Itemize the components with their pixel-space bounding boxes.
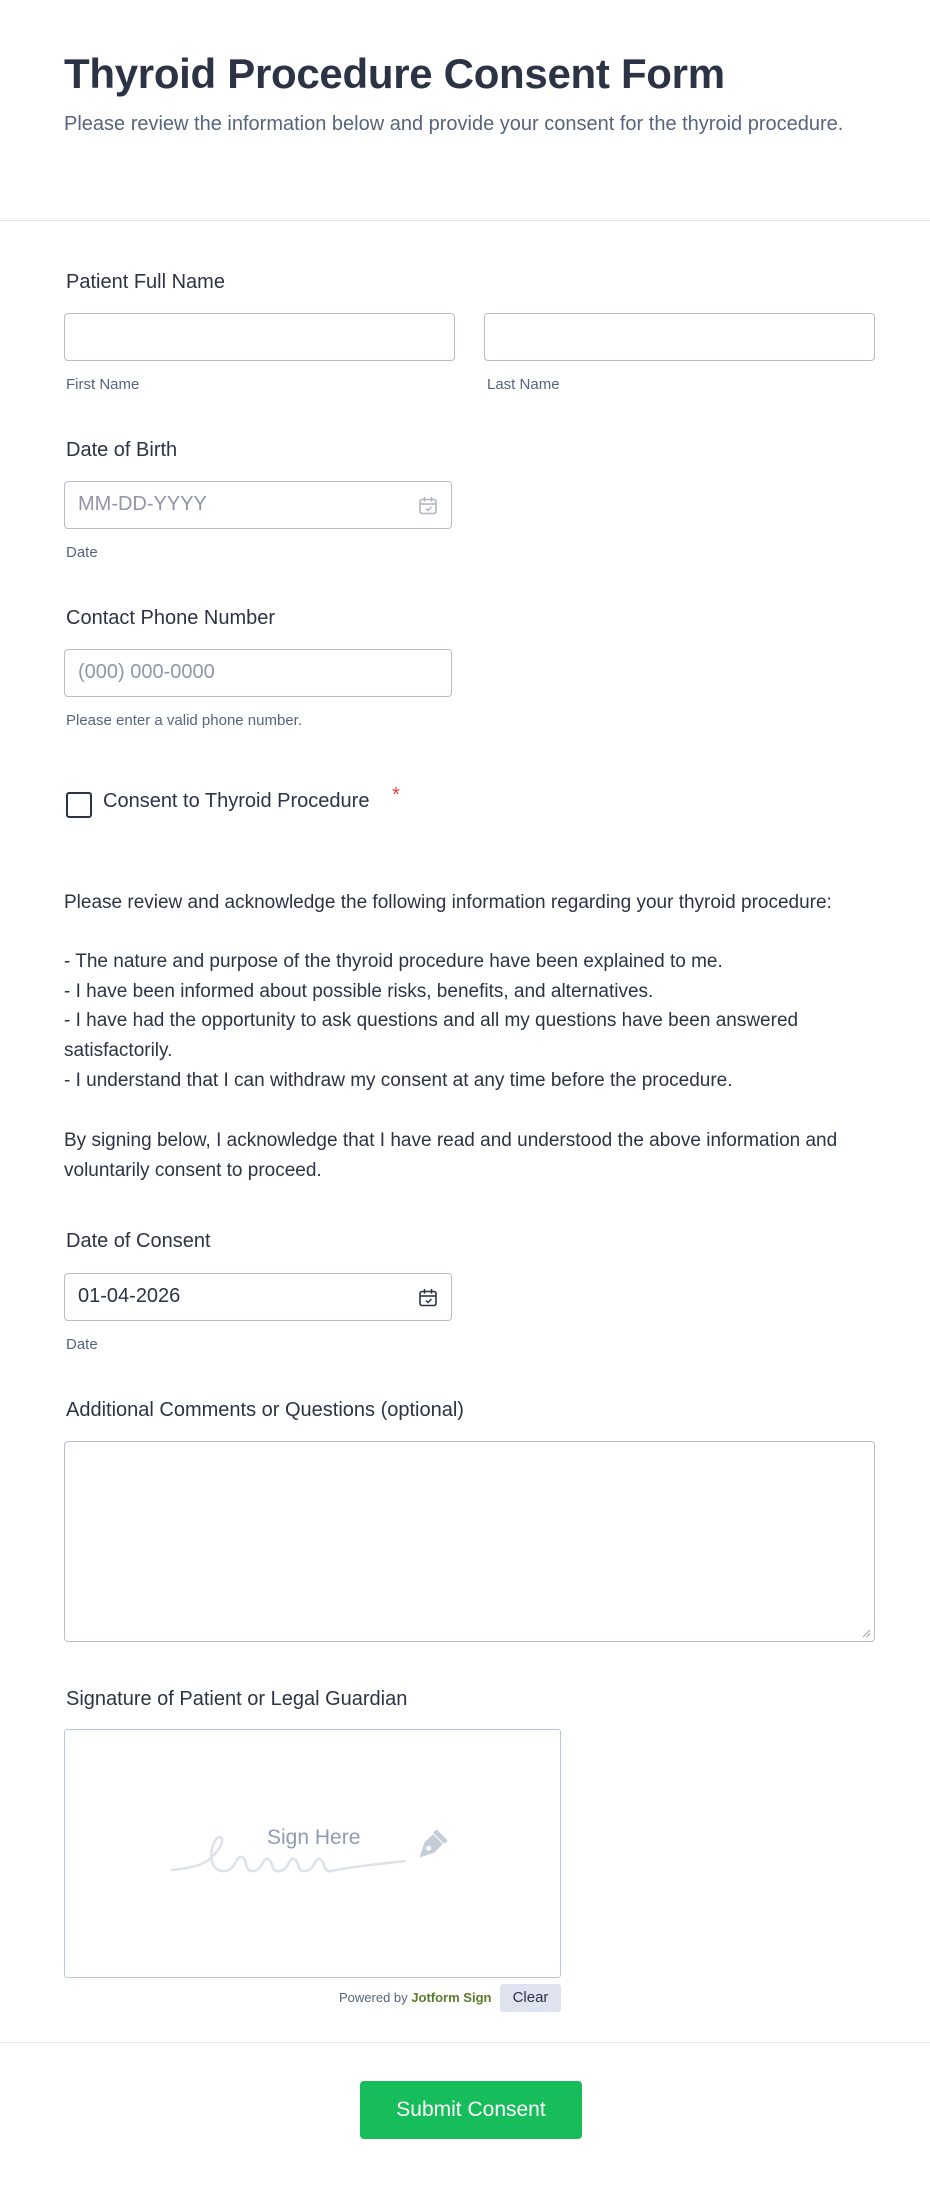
- patient-name-label: Patient Full Name: [66, 271, 225, 293]
- phone-label: Contact Phone Number: [66, 607, 276, 629]
- signature-placeholder: Sign Here: [267, 1826, 361, 1849]
- phone-input[interactable]: [64, 649, 452, 697]
- resize-handle-icon[interactable]: [861, 1628, 871, 1638]
- consent-date-value: 01-04-2026: [78, 1285, 181, 1307]
- dob-sublabel: Date: [66, 544, 98, 561]
- consent-checkbox[interactable]: [66, 792, 92, 818]
- info-item: - I understand that I can withdraw my consent at any time before the procedure.: [64, 1070, 733, 1091]
- last-name-sublabel: Last Name: [487, 376, 560, 393]
- signature-pad[interactable]: [64, 1729, 561, 1978]
- info-item: - I have been informed about possible risks, benefits, and alternatives.: [64, 981, 654, 1002]
- consent-date-sublabel: Date: [66, 1336, 98, 1353]
- consent-date-label: Date of Consent: [66, 1230, 211, 1252]
- clear-signature-button[interactable]: Clear: [500, 1984, 561, 2012]
- calendar-icon[interactable]: [418, 496, 438, 516]
- powered-by-prefix: Powered by: [339, 1990, 408, 2005]
- info-closing: By signing below, I acknowledge that I have read and understood the above information and voluntarily consent to proceed.: [64, 1130, 838, 1181]
- comments-label: Additional Comments or Questions (optional): [66, 1399, 464, 1421]
- first-name-input[interactable]: [64, 313, 455, 361]
- info-intro: Please review and acknowledge the following information regarding your thyroid procedure:: [64, 892, 832, 913]
- first-name-sublabel: First Name: [66, 376, 140, 393]
- phone-sublabel: Please enter a valid phone number.: [66, 712, 302, 729]
- calendar-icon[interactable]: [418, 1288, 438, 1308]
- dob-placeholder: MM-DD-YYYY: [78, 493, 207, 515]
- submit-consent-button[interactable]: Submit Consent: [360, 2081, 582, 2139]
- consent-date-input[interactable]: [64, 1273, 452, 1321]
- dob-input[interactable]: [64, 481, 452, 529]
- signature-label: Signature of Patient or Legal Guardian: [66, 1688, 408, 1710]
- form-subtitle: Please review the information below and provide your consent for the thyroid procedure.: [64, 113, 844, 135]
- comments-textarea[interactable]: [64, 1441, 875, 1642]
- form-header: [0, 0, 930, 221]
- jotform-sign-brand[interactable]: Jotform Sign: [411, 1990, 492, 2005]
- form-title: Thyroid Procedure Consent Form: [64, 50, 725, 97]
- powered-by: [339, 1990, 491, 2005]
- dob-label: Date of Birth: [66, 439, 178, 461]
- info-item: - I have had the opportunity to ask questions and all my questions have been answered satisfactorily.: [64, 1010, 799, 1061]
- info-item: - The nature and purpose of the thyroid procedure have been explained to me.: [64, 951, 723, 972]
- footer-divider: [0, 2042, 930, 2043]
- last-name-input[interactable]: [484, 313, 875, 361]
- consent-checkbox-label[interactable]: Consent to Thyroid Procedure: [103, 790, 370, 812]
- required-asterisk: *: [392, 784, 400, 806]
- phone-placeholder: (000) 000-0000: [78, 661, 215, 683]
